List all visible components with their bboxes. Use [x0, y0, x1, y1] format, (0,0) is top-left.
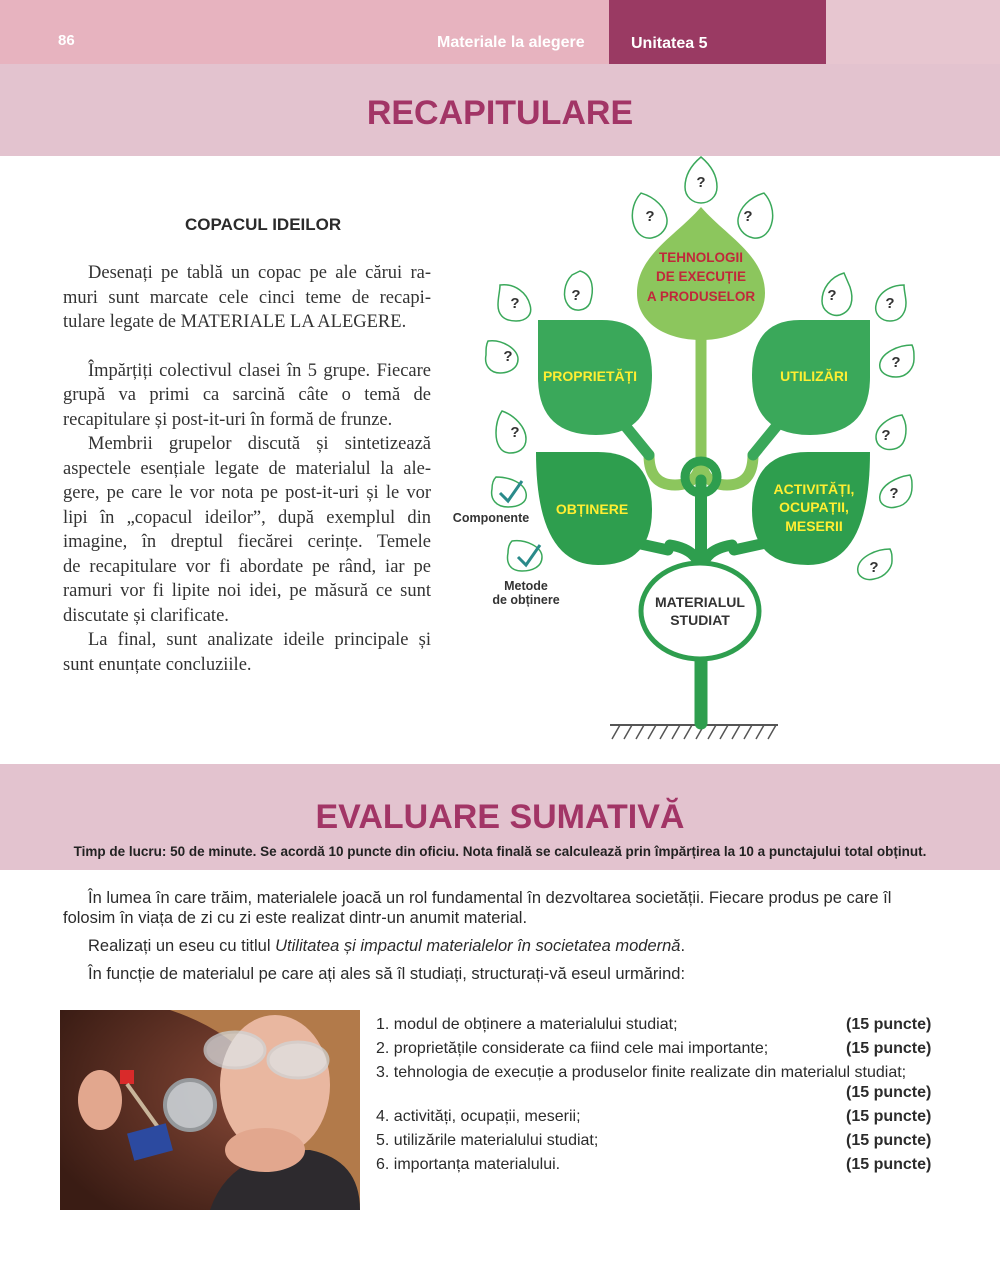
leaf-label: ACTIVITĂȚI, [773, 481, 855, 497]
list-item-points: (15 puncte) [846, 1132, 932, 1149]
postit-leaf [858, 549, 892, 580]
question-mark: ? [510, 424, 520, 441]
postit-leaf [498, 285, 531, 321]
question-mark: ? [696, 174, 706, 191]
text-line: lipi în „copacul ideilor”, după exemplul din [63, 507, 431, 528]
paragraph [63, 628, 431, 677]
postit-leaf [628, 189, 669, 240]
root-node [641, 563, 759, 659]
section-subtitle: COPACUL IDEILOR [185, 215, 342, 234]
text-line: sunt enunțate concluziile. [63, 654, 252, 675]
leaf-label: A PRODUSELOR [646, 289, 756, 304]
leaf-label: DE EXECUȚIE [655, 269, 747, 284]
leaf-label: PROPRIETĂȚI [542, 368, 638, 384]
essay-prefix: Realizați un eseu cu titlul [88, 937, 276, 955]
evaluation-title: EVALUARE SUMATIVĂ [315, 798, 685, 836]
leaf-label: OBȚINERE [555, 501, 629, 517]
list-item [376, 1064, 936, 1101]
page-number: 86 [58, 32, 75, 49]
methods-note: de obținere [492, 593, 560, 607]
list-item-points: (15 puncte) [846, 1040, 932, 1057]
leaf-properties [538, 320, 652, 435]
list-item-points: (15 puncte) [846, 1016, 932, 1033]
question-mark: ? [869, 559, 879, 576]
root-label: MATERIALUL [655, 594, 745, 610]
paragraph [63, 359, 431, 433]
postit-leaf [685, 157, 717, 203]
paragraph [63, 432, 431, 628]
question-mark: ? [827, 287, 837, 304]
text-line: Membrii grupelor discută și sintetizează [88, 434, 431, 454]
list-item-points: (15 puncte) [846, 1156, 932, 1173]
question-mark: ? [571, 287, 581, 304]
header-bar-left [0, 0, 609, 64]
components-note: Componente [452, 511, 530, 525]
text-line: ramuri vor fi lipite noi idei, pe măsură ce sunt [63, 581, 431, 601]
leaf-uses [752, 320, 870, 435]
text-line: gere, pe care le vor nota pe post-it-uri și le vor [63, 483, 431, 503]
question-mark: ? [889, 485, 899, 502]
postit-leaf [565, 271, 593, 310]
postit-leaf [496, 411, 526, 453]
instruction-paragraph: În funcție de materialul pe care ați ales să îl studiați, structurați-vă eseul urmărind: [88, 965, 686, 983]
list-item [376, 1132, 936, 1156]
text-line: La final, sunt analizate ideile principale și [88, 630, 431, 650]
list-item-text: 2. proprietățile considerate ca fiind cele mai importante; [376, 1040, 769, 1057]
evaluation-instructions: Timp de lucru: 50 de minute. Se acordă 10 puncte din oficiu. Nota finală se calculează prin împărțirea la 10 a punctajului total obținut. [73, 844, 927, 859]
question-mark: ? [510, 295, 520, 312]
question-mark: ? [891, 354, 901, 371]
list-item [376, 1156, 936, 1180]
postit-leaf [486, 341, 518, 373]
header-bar-right [826, 0, 1000, 64]
leaf-label: UTILIZĂRI [780, 368, 848, 384]
postit-leaf [822, 273, 852, 315]
list-item [376, 1016, 936, 1040]
text-line: tulare legate de MATERIALE LA ALEGERE. [63, 312, 407, 332]
question-mark: ? [743, 208, 753, 225]
leaf-obtaining [536, 452, 652, 565]
postit-leaf [735, 189, 776, 240]
methods-note: Metode [504, 579, 548, 593]
text-line: grupă va primi ca sarcină câte o temă de [63, 385, 431, 405]
text-line: recapitulare și post-it-uri în formă de frunze. [63, 409, 393, 430]
list-item-text: 4. activități, ocupații, meserii; [376, 1108, 581, 1125]
text-line: imagine, în dreptul fiecărei cerințe. Temele [63, 532, 431, 552]
chapter-title: Materiale la alegere [437, 34, 585, 51]
unit-label: Unitatea 5 [631, 35, 708, 52]
leaf-label: TEHNOLOGII [659, 250, 743, 265]
text-line: Desenați pe tablă un copac pe ale cărui ra- [88, 263, 431, 283]
list-item-points: (15 puncte) [846, 1084, 932, 1101]
text-line: de recapitulare vor fi abordate pe rând, iar pe [63, 556, 431, 577]
list-item [376, 1108, 936, 1132]
list-item-text: 6. importanța materialului. [376, 1156, 561, 1173]
intro-paragraph: În lumea în care trăim, materialele joacă un rol fundamental în dezvoltarea societății. Fiecare produs pe care îl folosim în viața de zi cu zi este realizat dintr-un anumit material. [63, 889, 892, 927]
check-leaf-methods [508, 541, 542, 571]
list-item-text: 1. modul de obținere a materialului studiat; [376, 1016, 678, 1033]
leaf-label: MESERII [785, 518, 843, 534]
question-mark: ? [881, 427, 891, 444]
paragraph [63, 261, 431, 335]
student-soldering-photo [60, 1010, 360, 1210]
text-line: muri sunt marcate cele cinci teme de recapi- [63, 287, 431, 308]
essay-paragraph [88, 936, 685, 956]
recap-title: RECAPITULARE [366, 94, 634, 132]
check-leaf-components [492, 477, 527, 507]
list-item-text: 3. tehnologia de execuție a produselor finite realizate din materialul studiat; [376, 1064, 907, 1081]
postit-leaf [876, 285, 906, 321]
recap-text [63, 261, 431, 677]
postit-leaf [876, 415, 906, 450]
question-mark: ? [885, 295, 895, 312]
postit-leaf [880, 475, 912, 508]
ground [610, 725, 778, 739]
postit-leaf [880, 345, 914, 377]
question-mark: ? [645, 208, 655, 225]
essay-title: Utilitatea și impactul materialelor în societatea modernă [275, 937, 681, 955]
idea-tree-diagram [430, 155, 990, 755]
list-item [376, 1040, 936, 1064]
root-label: STUDIAT [670, 612, 730, 628]
question-mark: ? [503, 348, 513, 365]
list-item-points: (15 puncte) [846, 1108, 932, 1125]
header-bar-unit [609, 0, 826, 64]
text-line: aspectele esențiale legate de materialul la ale- [63, 458, 431, 479]
essay-suffix: . [680, 937, 686, 955]
essay-structure-list [376, 1016, 936, 1180]
list-item-text: 5. utilizările materialului studiat; [376, 1132, 599, 1149]
leaf-activities [752, 452, 870, 565]
text-line: discutate și clarificate. [63, 605, 229, 626]
text-line: Împărțiți colectivul clasei în 5 grupe. Fiecare [88, 360, 431, 381]
leaf-label: OCUPAȚII, [779, 499, 849, 515]
